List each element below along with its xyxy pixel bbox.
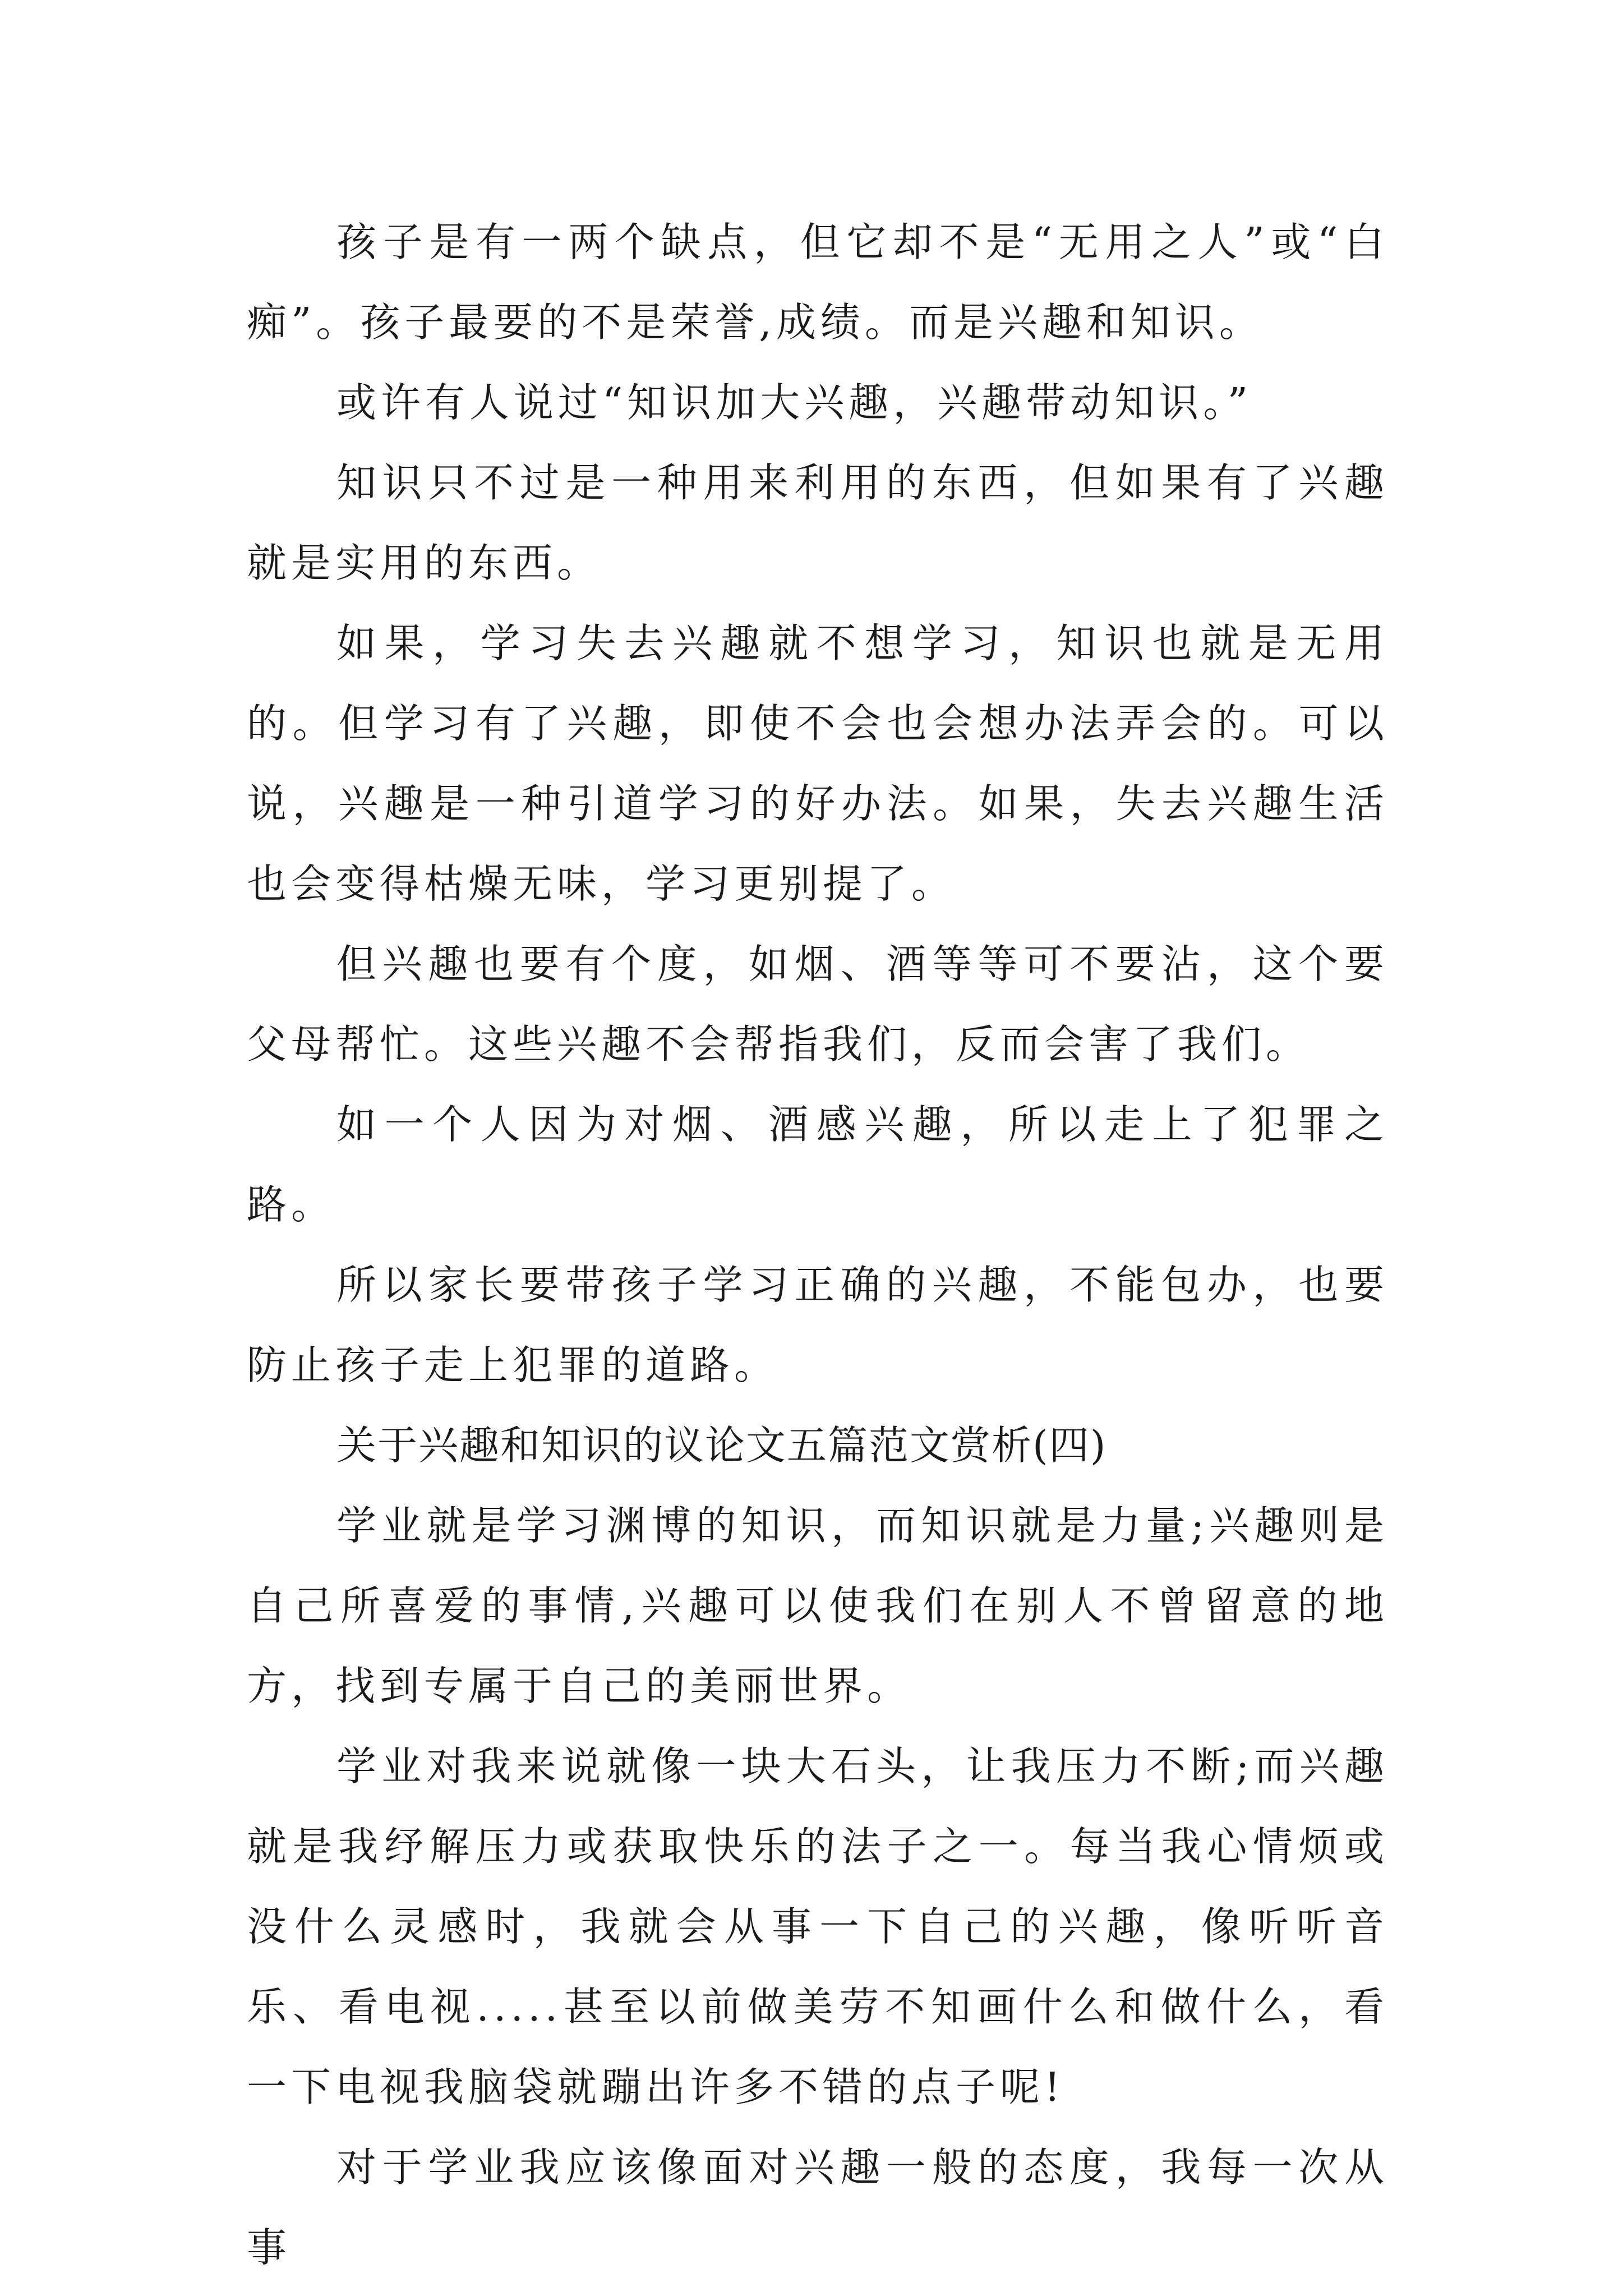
paragraph-5: 但兴趣也要有个度，如烟、酒等等可不要沾，这个要父母帮忙。这些兴趣不会帮指我们，反而会害了我们。 [247, 941, 1389, 1068]
paragraph-6: 如一个人因为对烟、酒感兴趣，所以走上了犯罪之路。 [247, 1101, 1389, 1228]
paragraph-1: 孩子是有一两个缺点，但它却不是“无用之人”或“白痴”。孩子最要的不是荣誉,成绩。而是兴趣和知识。 [247, 219, 1389, 346]
section-heading: 关于兴趣和知识的议论文五篇范文赏析(四) [336, 1422, 1107, 1469]
document-page [247, 202, 1389, 2288]
paragraph-2: 或许有人说过“知识加大兴趣，兴趣带动知识。” [336, 379, 1253, 426]
paragraph-10: 对于学业我应该像面对兴趣一般的态度，我每一次从事 [247, 2144, 1389, 2271]
paragraph-8: 学业就是学习渊博的知识，而知识就是力量;兴趣则是自己所喜爱的事情,兴趣可以使我们在别人不曾留意的地方，找到专属于自己的美丽世界。 [247, 1502, 1389, 1709]
paragraph-9: 学业对我来说就像一块大石头，让我压力不断;而兴趣就是我纾解压力或获取快乐的法子之一。每当我心情烦或没什么灵感时，我就会从事一下自己的兴趣，像听听音乐、看电视.....甚至以前做美劳不知画什么和做什么，看一下电视我脑袋就蹦出许多不错的点子呢! [247, 1743, 1389, 2110]
paragraph-4: 如果，学习失去兴趣就不想学习，知识也就是无用的。但学习有了兴趣，即使不会也会想办法弄会的。可以说，兴趣是一种引道学习的好办法。如果，失去兴趣生活也会变得枯燥无味，学习更别提了。 [247, 620, 1389, 907]
paragraph-7: 所以家长要带孩子学习正确的兴趣，不能包办，也要防止孩子走上犯罪的道路。 [247, 1262, 1389, 1388]
paragraph-3: 知识只不过是一种用来利用的东西，但如果有了兴趣就是实用的东西。 [247, 459, 1389, 586]
